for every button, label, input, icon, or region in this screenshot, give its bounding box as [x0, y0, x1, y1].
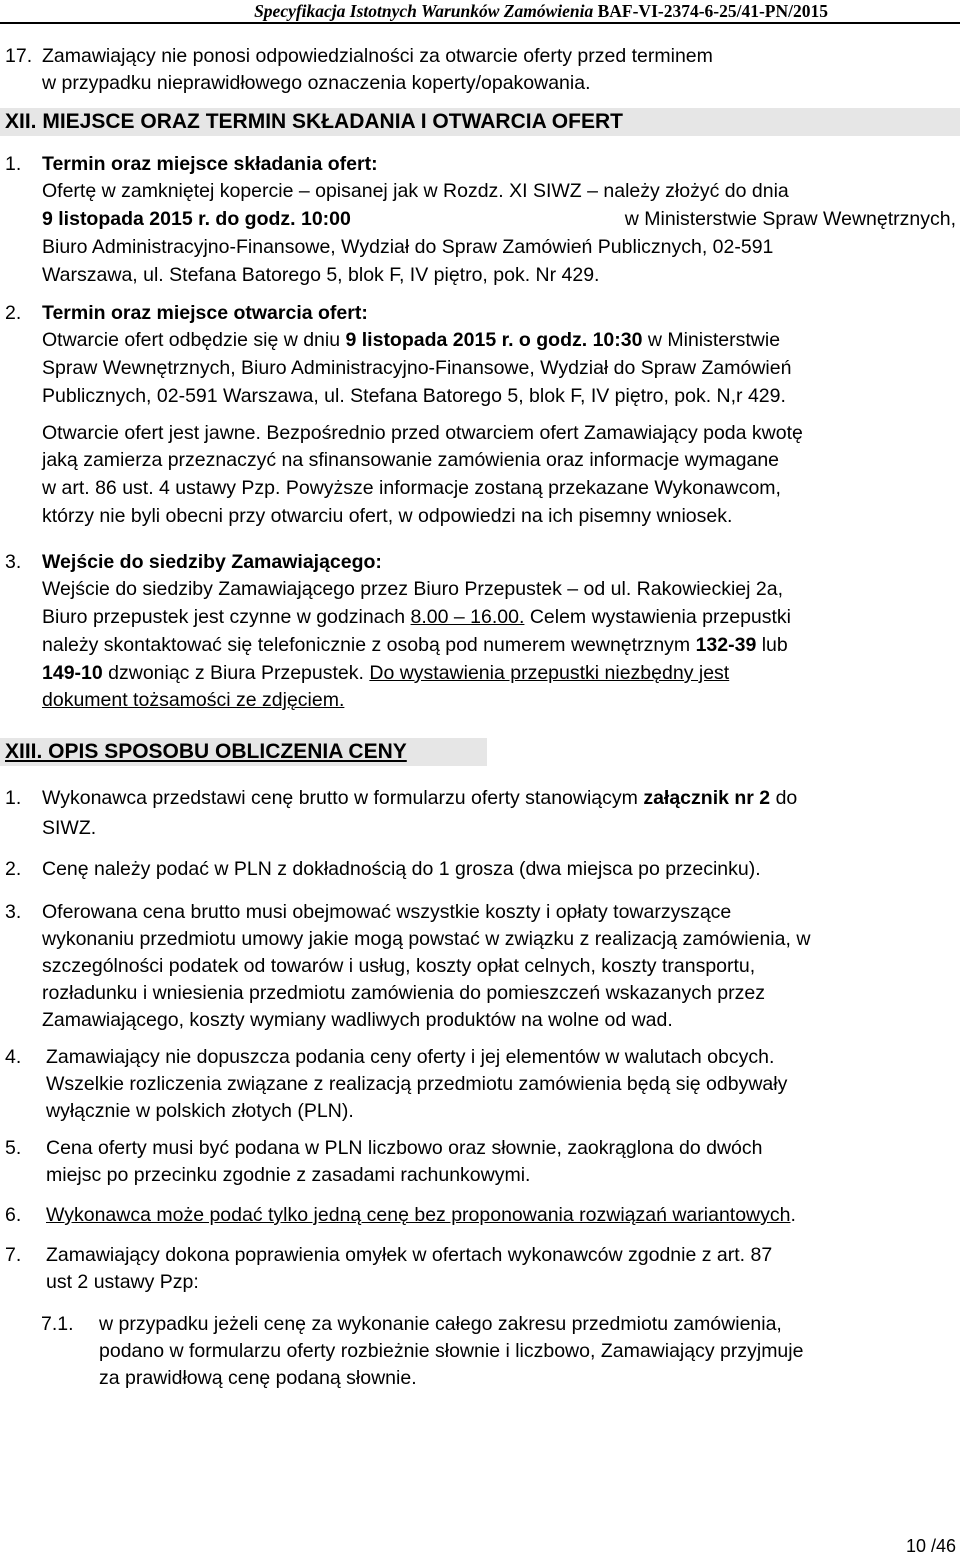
list-item-line: Wszelkie rozliczenia związane z realizacją przedmiotu zamówienia będą się odbywały — [46, 1073, 788, 1095]
list-item-line: Zamawiający dokona poprawienia omyłek w ofertach wykonawców zgodnie z art. 87 — [46, 1244, 773, 1266]
phone-extension: 132-39 — [695, 634, 757, 656]
list-item-line: ust 2 ustawy Pzp: — [46, 1271, 199, 1293]
paragraph-line: Warszawa, ul. Stefana Batorego 5, blok F, IV piętro, pok. Nr 429. — [42, 264, 600, 286]
item-number: 2. — [5, 302, 22, 324]
list-item-line: miejsc po przecinku zgodnie z zasadami rachunkowymi. — [46, 1164, 531, 1186]
list-item-line: szczególności podatek od towarów i usług, koszty opłat celnych, koszty transportu, — [42, 955, 756, 977]
paragraph-line: 149-10 dzwoniąc z Biura Przepustek. Do wystawienia przepustki niezbędny jest — [42, 662, 730, 684]
list-item-line: Zamawiający nie dopuszcza podania ceny oferty i jej elementów w walutach obcych. — [46, 1046, 775, 1068]
office-hours: 8.00 – 16.00. — [410, 606, 525, 628]
page-number: 10 /46 — [905, 1536, 956, 1556]
item-number: 6. — [5, 1204, 22, 1226]
paragraph-line: którzy nie byli obecni przy otwarciu ofert, w odpowiedzi na ich pisemny wniosek. — [42, 505, 733, 527]
page-header — [0, 0, 960, 23]
paragraph-line: Publicznych, 02-591 Warszawa, ul. Stefana Batorego 5, blok F, IV piętro, pok. N,r 429. — [42, 385, 786, 407]
item-number: 5. — [5, 1137, 22, 1159]
item-number: 1. — [5, 787, 22, 809]
paragraph-line: 9 listopada 2015 r. do godz. 10:00 w Ministerstwie Spraw Wewnętrznych, — [42, 208, 956, 230]
phone-extension: 149-10 — [42, 662, 103, 684]
paragraph-line: Otwarcie ofert jest jawne. Bezpośrednio przed otwarciem ofert Zamawiający poda kwotę — [42, 422, 803, 444]
section-xii-item-3 — [5, 551, 960, 711]
item-number: 2. — [5, 858, 22, 880]
list-item-line: Oferowana cena brutto musi obejmować wszystkie koszty i opłaty towarzyszące — [42, 901, 732, 923]
item-number: 3. — [5, 551, 22, 573]
item-number: 1. — [5, 153, 22, 175]
list-item-line: w przypadku jeżeli cenę za wykonanie całego zakresu przedmiotu zamówienia, — [99, 1313, 782, 1335]
list-item-line: Wykonawca przedstawi cenę brutto w formularzu oferty stanowiącym załącznik nr 2 do — [42, 787, 798, 809]
section-xii-item-2 — [5, 302, 960, 532]
paragraph-line: Spraw Wewnętrznych, Biuro Administracyjno-Finansowe, Wydział do Spraw Zamówień — [42, 357, 792, 379]
list-item-line: Wykonawca może podać tylko jedną cenę bez proponowania rozwiązań wariantowych. — [46, 1204, 796, 1226]
list-item-line: SIWZ. — [42, 817, 97, 839]
list-item-line: podano w formularzu oferty rozbieżnie słownie i liczbowo, Zamawiający przyjmuje — [99, 1340, 804, 1362]
item-number: 7. — [5, 1244, 22, 1266]
header-text — [254, 1, 828, 22]
paragraph-line: Ofertę w zamkniętej kopercie – opisanej jak w Rozdz. XI SIWZ – należy złożyć do dnia — [42, 180, 789, 202]
paragraph-line: Biuro Administracyjno-Finansowe, Wydział do Spraw Zamówień Publicznych, 02-591 — [42, 236, 774, 258]
item-heading: Termin oraz miejsce składania ofert: — [42, 153, 378, 175]
paragraph-line: Biuro przepustek jest czynne w godzinach 8.00 – 16.00. Celem wystawienia przepustki — [42, 606, 792, 628]
list-item-line: Cena oferty musi być podana w PLN liczbowo oraz słownie, zaokrąglona do dwóch — [46, 1137, 763, 1159]
item-number: 17. — [5, 45, 33, 67]
list-item-line: za prawidłową cenę podaną słownie. — [99, 1367, 417, 1389]
paragraph-line: Wejście do siedziby Zamawiającego przez Biuro Przepustek – od ul. Rakowieckiej 2a, — [42, 578, 783, 600]
item-heading: Wejście do siedziby Zamawiającego: — [42, 551, 382, 573]
item-17 — [5, 45, 960, 95]
list-item-line: rozładunku i wniesienia przedmiotu zamówienia do pomieszczeń wskazanych przez — [42, 982, 765, 1004]
header-reference: BAF-VI-2374-6-25/41-PN/2015 — [597, 1, 828, 21]
item-number: 3. — [5, 901, 22, 923]
section-heading-xiii: XIII. OPIS SPOSOBU OBLICZENIA CENY — [0, 738, 487, 766]
header-rule — [0, 22, 960, 24]
paragraph-line: w art. 86 ust. 4 ustawy Pzp. Powyższe informacje zostaną przekazane Wykonawcom, — [42, 477, 781, 499]
list-item-line: Zamawiającego, koszty wymiany wadliwych produktów na wolne od wad. — [42, 1009, 673, 1031]
section-xiii-list — [5, 787, 960, 1407]
item-17-line-2: w przypadku nieprawidłowego oznaczenia koperty/opakowania. — [42, 72, 591, 94]
paragraph-line: należy skontaktować się telefonicznie z osobą pod numerem wewnętrznym 132-39 lub — [42, 634, 788, 656]
item-number: 4. — [5, 1046, 22, 1068]
section-heading-xii: XII. MIEJSCE ORAZ TERMIN SKŁADANIA I OTWARCIA OFERT — [0, 108, 960, 136]
item-number: 7.1. — [41, 1313, 74, 1335]
list-item-line: wyłącznie w polskich złotych (PLN). — [46, 1100, 354, 1122]
paragraph-line: Otwarcie ofert odbędzie się w dniu 9 listopada 2015 r. o godz. 10:30 w Ministerstwie — [42, 329, 781, 351]
list-item-line: wykonaniu przedmiotu umowy jakie mogą powstać w związku z realizacją zamówienia, w — [42, 928, 811, 950]
item-17-line-1: Zamawiający nie ponosi odpowiedzialności za otwarcie oferty przed terminem — [42, 45, 713, 67]
paragraph-line: dokument tożsamości ze zdjęciem. — [42, 689, 345, 711]
section-xii-item-1 — [5, 153, 960, 286]
list-item-line: Cenę należy podać w PLN z dokładnością do 1 grosza (dwa miejsca po przecinku). — [42, 858, 761, 880]
header-doc-title: Specyfikacja Istotnych Warunków Zamówienia — [254, 1, 594, 21]
paragraph-line: jaką zamierza przeznaczyć na sfinansowanie zamówienia oraz informacje wymagane — [42, 449, 780, 471]
item-heading: Termin oraz miejsce otwarcia ofert: — [42, 302, 368, 324]
